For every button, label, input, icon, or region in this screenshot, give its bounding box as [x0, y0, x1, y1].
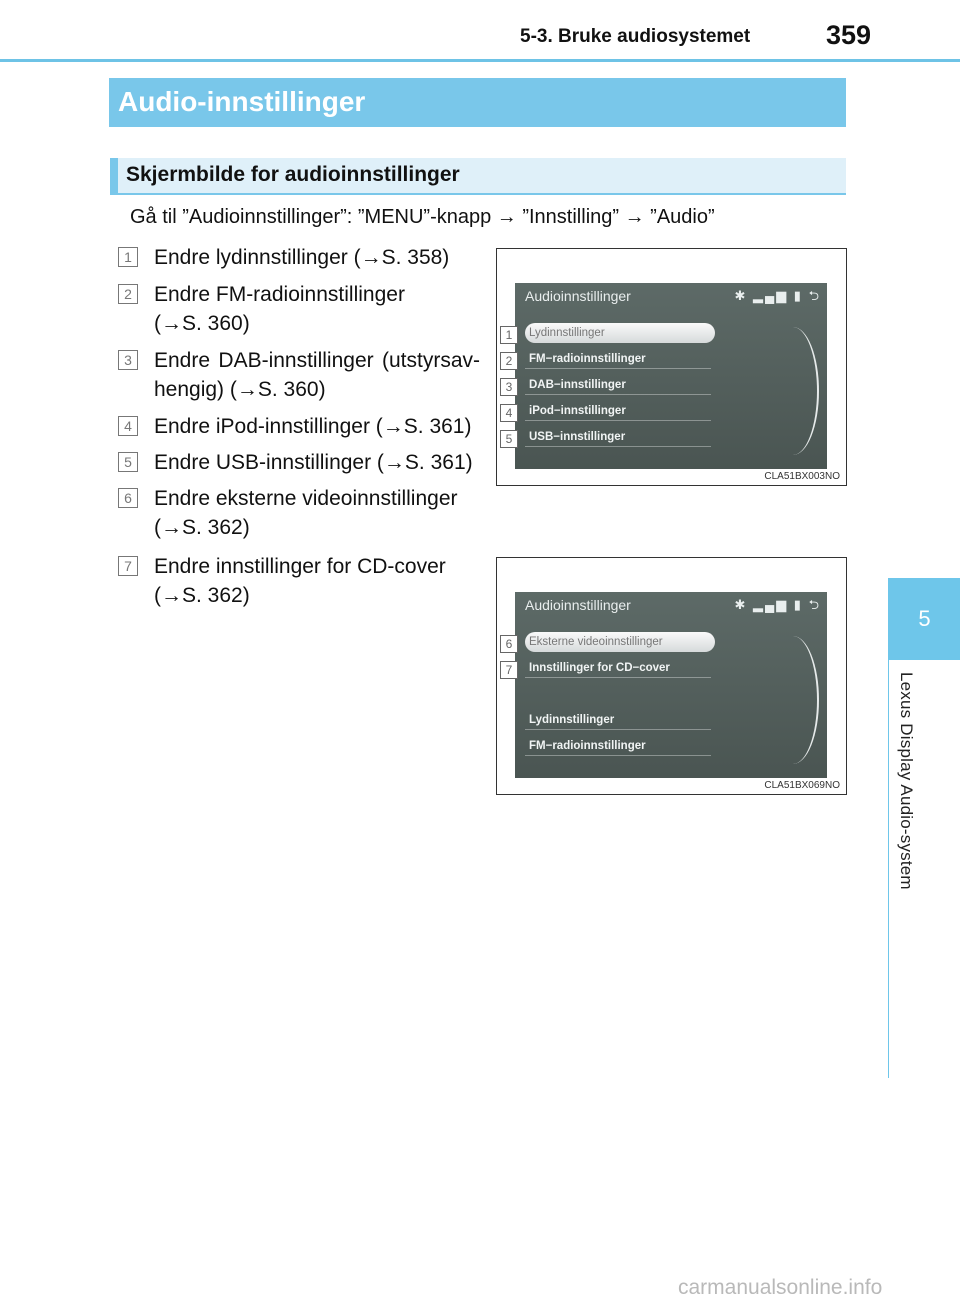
scroll-arc: [793, 636, 819, 764]
item-number-4: 4: [118, 416, 138, 436]
figure-code: CLA51BX069NO: [764, 780, 840, 791]
menu-item-dab[interactable]: DAB−innstillinger: [525, 375, 711, 395]
list-item-6: Endre eksterne videoinnstillinger (→S. 362): [154, 487, 458, 539]
chapter-tab-number: 5: [918, 606, 931, 631]
screenshot-audio-settings-1: [496, 248, 847, 486]
item-number-5: 5: [118, 452, 138, 472]
menu-item-external-video[interactable]: Eksterne videoinnstillinger: [525, 632, 715, 652]
callout-5: 5: [500, 430, 518, 448]
list-item-3: Endre DAB-innstillinger (utstyrsav- hengig) (→S. 360): [154, 349, 480, 401]
screen-title: Audioinnstillinger: [525, 597, 631, 613]
screenshot-audio-settings-2: [496, 557, 847, 795]
callout-4: 4: [500, 404, 518, 422]
callout-2: 2: [500, 352, 518, 370]
menu-item-usb[interactable]: USB−innstillinger: [525, 427, 711, 447]
sub-heading: Skjermbilde for audioinnstillinger: [126, 163, 460, 186]
menu-item-sound[interactable]: Lydinnstillinger: [525, 710, 711, 730]
list-item-4: Endre iPod-innstillinger (→S. 361): [154, 415, 472, 438]
watermark: carmanualsonline.info: [678, 1276, 883, 1299]
chapter-tab-label: Lexus Display Audio-system: [897, 672, 916, 890]
item-number-2: 2: [118, 284, 138, 304]
status-icons: ✱ ▂▄▆ ▮ ⮌: [734, 597, 821, 612]
menu-item-fm[interactable]: FM−radioinnstillinger: [525, 349, 711, 369]
list-item-5: Endre USB-innstillinger (→S. 361): [154, 451, 473, 474]
callout-1: 1: [500, 326, 518, 344]
section-title: Audio-innstillinger: [118, 86, 366, 117]
sub-heading-accent: [110, 158, 118, 195]
intro-text: Gå til ”Audioinnstillinger”: ”MENU”-knapp → ”Innstilling” → ”Audio”: [130, 206, 715, 228]
list-item-2: Endre FM-radioinnstillinger (→S. 360): [154, 283, 405, 335]
item-number-6: 6: [118, 488, 138, 508]
list-item-7: Endre innstillinger for CD-cover (→S. 362): [154, 555, 446, 607]
display-screen: [515, 592, 827, 778]
menu-item-fm[interactable]: FM−radioinnstillinger: [525, 736, 711, 756]
status-icons: ✱ ▂▄▆ ▮ ⮌: [734, 288, 821, 303]
item-number-1: 1: [118, 247, 138, 267]
callout-7: 7: [500, 661, 518, 679]
display-screen: [515, 283, 827, 469]
screen-title: Audioinnstillinger: [525, 288, 631, 304]
item-number-3: 3: [118, 350, 138, 370]
item-number-7: 7: [118, 556, 138, 576]
chapter-title: 5-3. Bruke audiosystemet: [520, 26, 751, 47]
page-number: 359: [826, 20, 872, 50]
callout-3: 3: [500, 378, 518, 396]
header-divider: [0, 59, 960, 62]
chapter-tab: [889, 578, 960, 660]
callout-6: 6: [500, 635, 518, 653]
menu-item-cd-cover[interactable]: Innstillinger for CD−cover: [525, 658, 711, 678]
scroll-arc: [793, 327, 819, 455]
menu-item-ipod[interactable]: iPod−innstillinger: [525, 401, 711, 421]
list-item-1: Endre lydinnstillinger (→S. 358): [154, 246, 450, 269]
figure-code: CLA51BX003NO: [764, 471, 840, 482]
menu-item-sound[interactable]: Lydinnstillinger: [525, 323, 715, 343]
